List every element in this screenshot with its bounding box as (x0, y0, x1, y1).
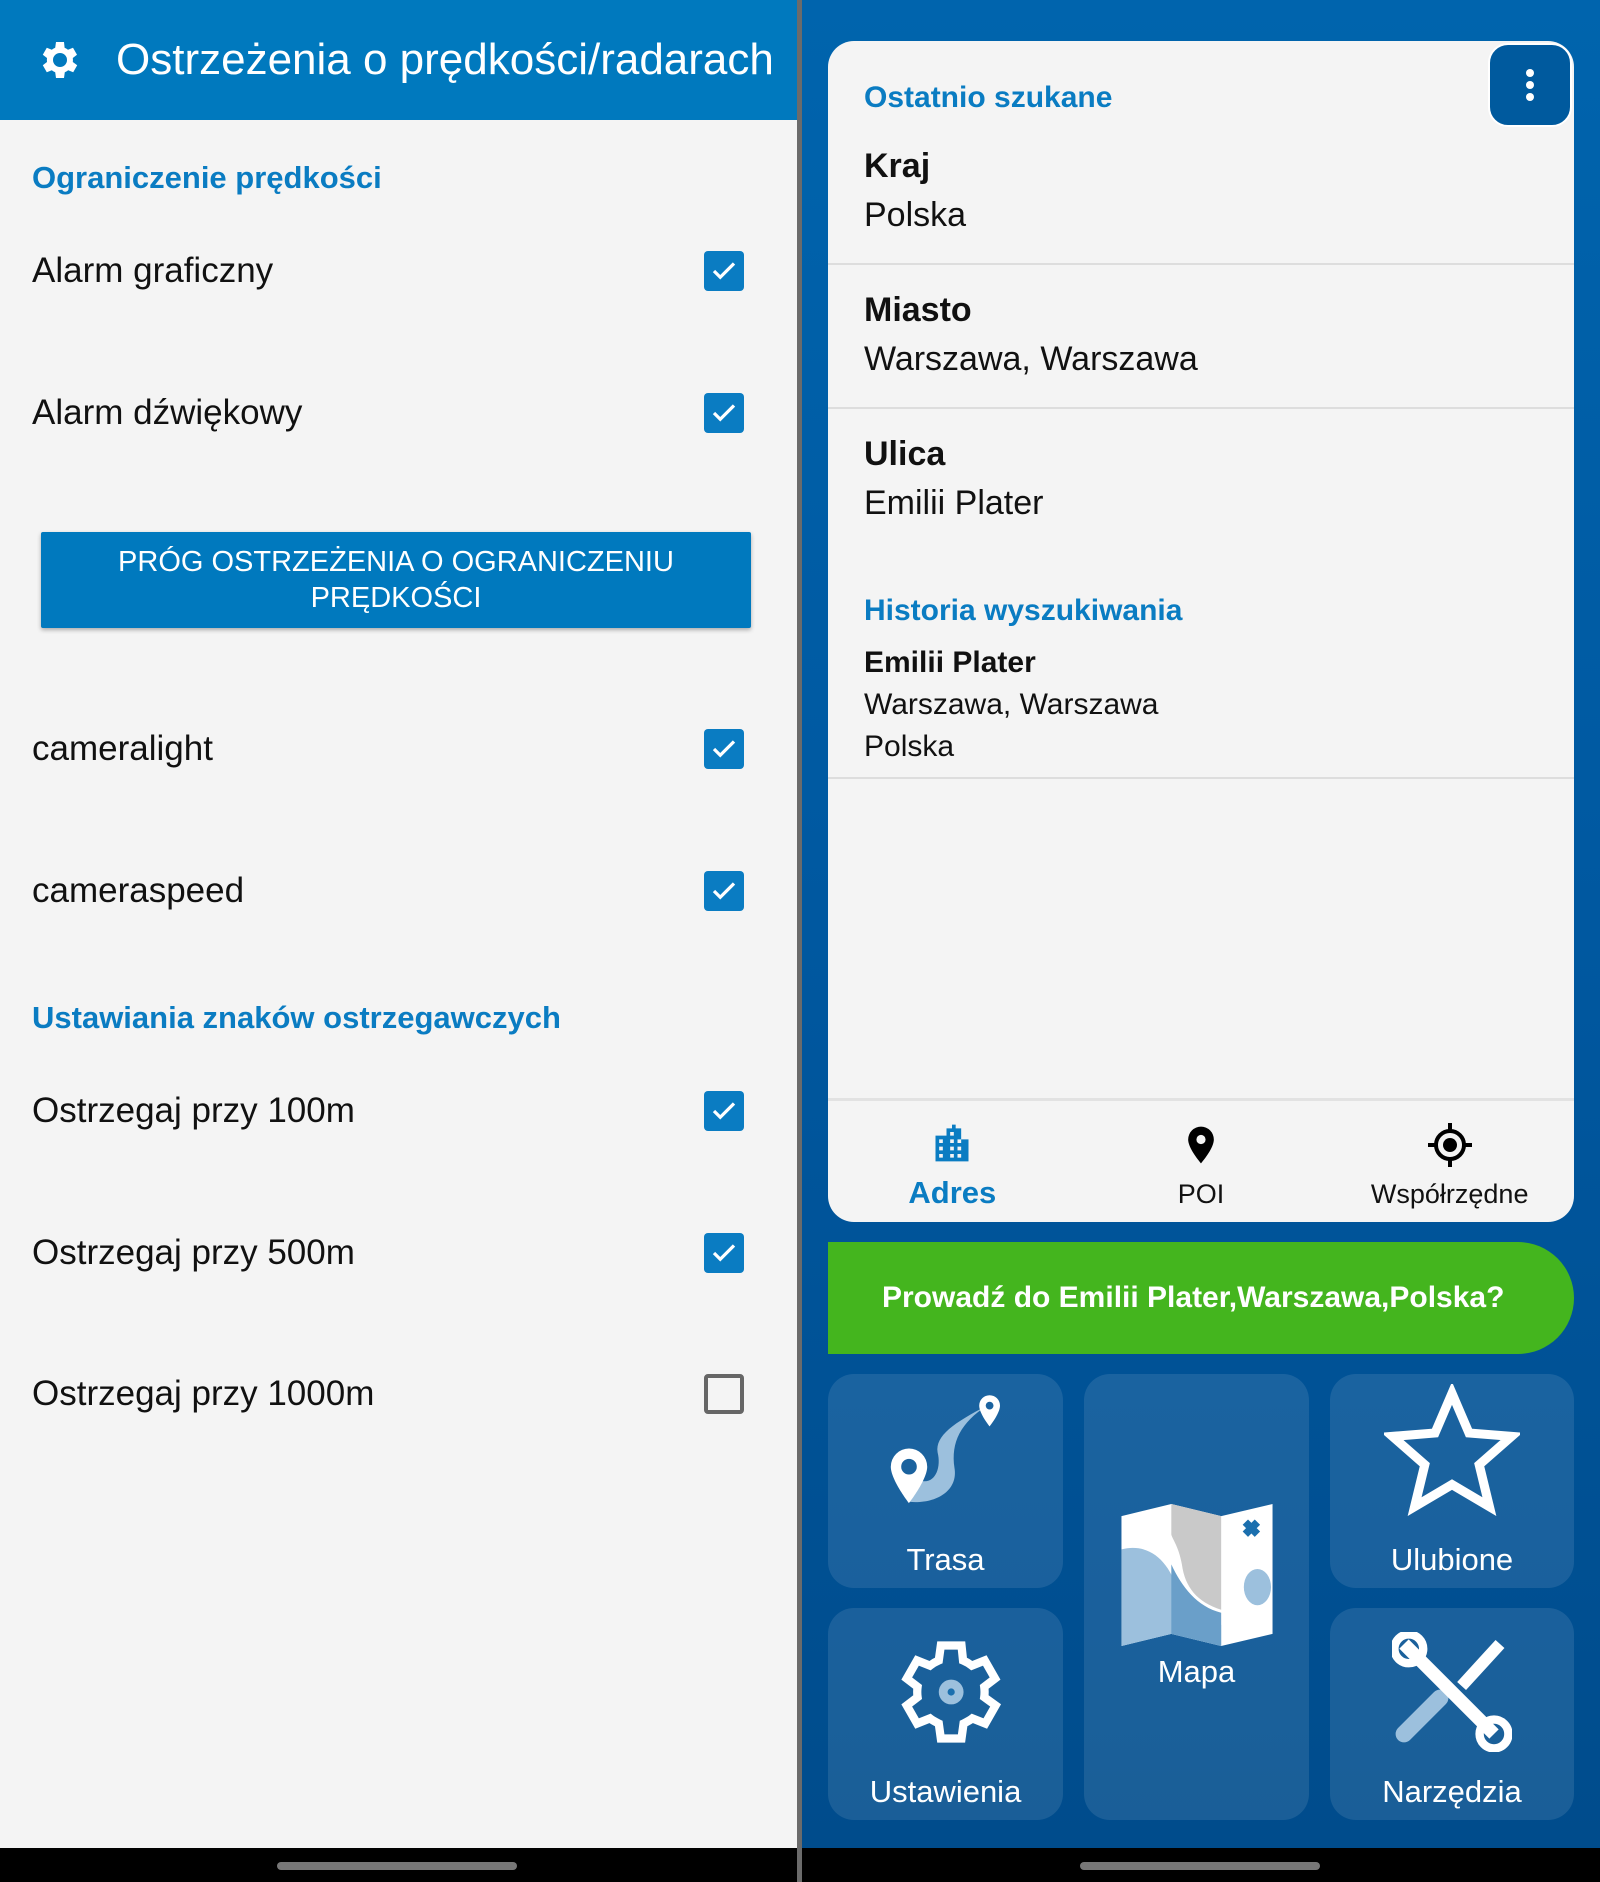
building-icon (930, 1121, 974, 1165)
row-label: Alarm graficzny (32, 251, 274, 290)
tile-label: Trasa (906, 1542, 985, 1577)
crosshair-icon (1426, 1121, 1474, 1169)
row-label: Ostrzegaj przy 100m (32, 1091, 355, 1130)
checkbox-checked[interactable] (704, 1091, 744, 1131)
tools-icon (1392, 1632, 1512, 1752)
tab-coordinates[interactable] (1325, 1101, 1574, 1222)
search-tabs (828, 1098, 1574, 1222)
history-item-line1[interactable]: Warszawa, Warszawa (864, 688, 1159, 721)
page-title: Ostrzeżenia o prędkości/radarach (116, 35, 774, 84)
row-warn-500m[interactable] (32, 1228, 744, 1278)
divider (828, 777, 1574, 779)
recent-street-value[interactable]: Emilii Plater (864, 484, 1044, 522)
star-icon (1384, 1384, 1520, 1516)
row-label: cameralight (32, 729, 213, 768)
tab-poi[interactable] (1077, 1101, 1326, 1222)
row-alarm-graphic[interactable] (32, 246, 744, 296)
speed-threshold-button[interactable]: PRÓG OSTRZEŻENIA O OGRANICZENIU PRĘDKOŚCI (41, 532, 751, 628)
row-label: Alarm dźwiękowy (32, 393, 303, 432)
tab-label: Współrzędne (1370, 1179, 1529, 1209)
more-vert-icon (1524, 67, 1536, 103)
tile-label: Narzędzia (1382, 1774, 1522, 1809)
recent-title: Ostatnio szukane (864, 81, 1113, 114)
tile-label: Ustawienia (869, 1774, 1022, 1809)
tab-label: POI (1177, 1179, 1225, 1209)
app-header (0, 0, 797, 120)
row-label: cameraspeed (32, 871, 245, 910)
checkbox-checked[interactable] (704, 729, 744, 769)
search-card (828, 41, 1574, 1222)
recent-street-key[interactable]: Ulica (864, 435, 946, 473)
checkbox-checked[interactable] (704, 251, 744, 291)
speed-warnings-panel (0, 0, 797, 1848)
history-item-name[interactable]: Emilii Plater (864, 646, 1036, 679)
checkbox-checked[interactable] (704, 871, 744, 911)
tile-tools[interactable] (1330, 1608, 1574, 1820)
checkbox-unchecked[interactable] (704, 1374, 744, 1414)
row-cameraspeed[interactable] (32, 866, 744, 916)
tab-address[interactable] (828, 1101, 1077, 1222)
home-handle[interactable] (1080, 1862, 1320, 1870)
divider (828, 263, 1574, 265)
search-panel (802, 0, 1600, 1848)
row-alarm-sound[interactable] (32, 388, 744, 438)
row-warn-1000m[interactable] (32, 1369, 744, 1419)
tile-label: Ulubione (1390, 1542, 1514, 1577)
tab-label: Adres (908, 1175, 997, 1210)
tile-favorites[interactable] (1330, 1374, 1574, 1588)
tile-map[interactable] (1084, 1374, 1309, 1820)
navigate-to-button[interactable]: Prowadź do Emilii Plater,Warszawa,Polska? (828, 1242, 1574, 1354)
more-menu-button[interactable] (1488, 43, 1572, 127)
tile-settings[interactable] (828, 1608, 1063, 1820)
row-warn-100m[interactable] (32, 1086, 744, 1136)
section-speed-limit: Ograniczenie prędkości (32, 160, 382, 195)
recent-country-key[interactable]: Kraj (864, 147, 931, 185)
recent-city-key[interactable]: Miasto (864, 291, 972, 329)
gear-icon (34, 36, 82, 84)
section-warning-signs: Ustawiania znaków ostrzegawczych (32, 1000, 561, 1035)
row-label: Ostrzegaj przy 1000m (32, 1374, 375, 1413)
home-handle[interactable] (277, 1862, 517, 1870)
pin-icon (1179, 1121, 1223, 1169)
history-item-line2[interactable]: Polska (864, 730, 955, 763)
divider (828, 407, 1574, 409)
row-label: Ostrzegaj przy 500m (32, 1233, 355, 1272)
gear-icon (884, 1630, 1008, 1754)
checkbox-checked[interactable] (704, 393, 744, 433)
tile-route[interactable] (828, 1374, 1063, 1588)
route-icon (883, 1390, 1013, 1520)
history-title: Historia wyszukiwania (864, 594, 1183, 627)
map-icon (1121, 1504, 1273, 1646)
tile-label: Mapa (1157, 1654, 1236, 1689)
row-cameralight[interactable] (32, 724, 744, 774)
recent-country-value[interactable]: Polska (864, 196, 967, 234)
checkbox-checked[interactable] (704, 1233, 744, 1273)
recent-city-value[interactable]: Warszawa, Warszawa (864, 340, 1198, 378)
